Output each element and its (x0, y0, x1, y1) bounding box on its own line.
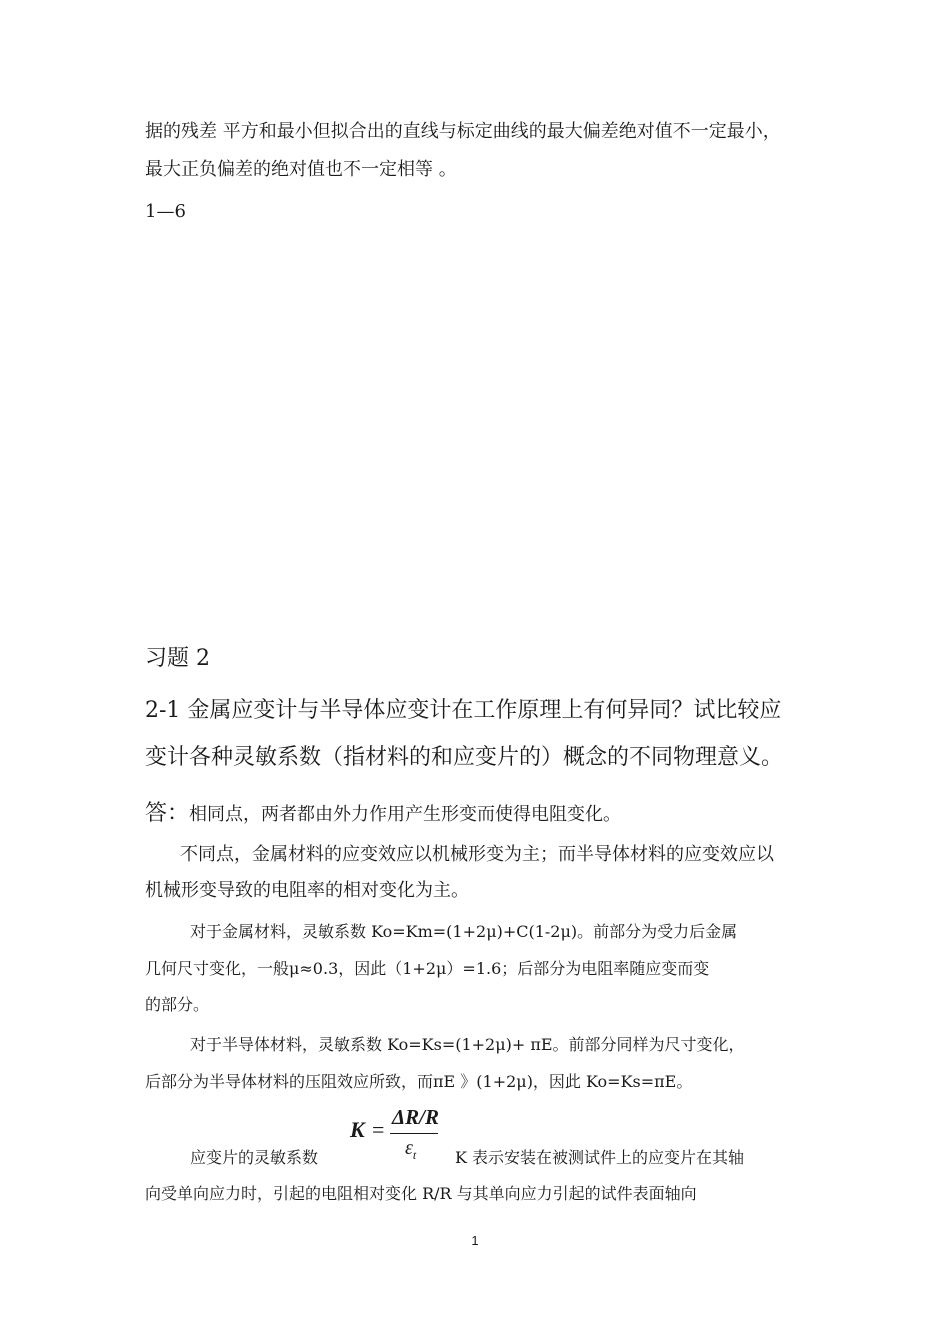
text-line: 最大正负偏差的绝对值也不一定相等 。 (145, 159, 457, 180)
page-number: 1 (471, 1233, 479, 1248)
text-line: 的部分。 (145, 995, 210, 1014)
formula-numerator: ΔR/R (392, 1105, 440, 1129)
text-line: 对于金属材料，灵敏系数 Ko=Km=(1+2μ)+C(1-2μ)。前部分为受力后金属 (190, 922, 738, 941)
text-line: 向受单向应力时，引起的电阻相对变化 R/R 与其单向应力引起的试件表面轴向 (145, 1184, 697, 1203)
formula-lhs: K (350, 1117, 365, 1142)
text-line: 不同点，金属材料的应变效应以机械形变为主；而半导体材料的应变效应以 (180, 844, 774, 865)
fraction-bar (390, 1133, 438, 1134)
text-line: 后部分为半导体材料的压阻效应所致，而πE 》(1+2μ)，因此 Ko=Ks=πE。 (145, 1072, 693, 1091)
chapter-heading: 习题 2 (145, 646, 210, 671)
answer-line (145, 800, 621, 828)
text-line: 几何尺寸变化，一般μ≈0.3，因此（1+2μ）=1.6；后部分为电阻率随应变而变 (145, 959, 710, 978)
answer-text: 相同点，两者都由外力作用产生形变而使得电阻变化。 (189, 804, 622, 825)
text-line: 据的残差 平方和最小但拟合出的直线与标定曲线的最大偏差绝对值不一定最小， (145, 121, 781, 142)
section-number: 1—6 (145, 201, 186, 222)
text-line: 机械形变导致的电阻率的相对变化为主。 (145, 880, 469, 901)
text-line: 对于半导体材料，灵敏系数 Ko=Ks=(1+2μ)+ πE。前部分同样为尺寸变化， (190, 1035, 745, 1054)
sensitivity-formula (350, 1105, 450, 1165)
answer-label: 答： (145, 801, 190, 826)
question-line: 2-1 金属应变计与半导体应变计在工作原理上有何异同？试比较应 (145, 698, 782, 723)
question-line: 变计各种灵敏系数（指材料的和应变片的）概念的不同物理意义。 (145, 745, 784, 770)
text-line: K 表示安装在被测试件上的应变片在其轴 (455, 1148, 745, 1167)
text-line: 应变片的灵敏系数 (190, 1148, 319, 1167)
formula-denominator: $\varepsilon_t$ (405, 1137, 417, 1162)
formula-equals: = (372, 1117, 385, 1142)
